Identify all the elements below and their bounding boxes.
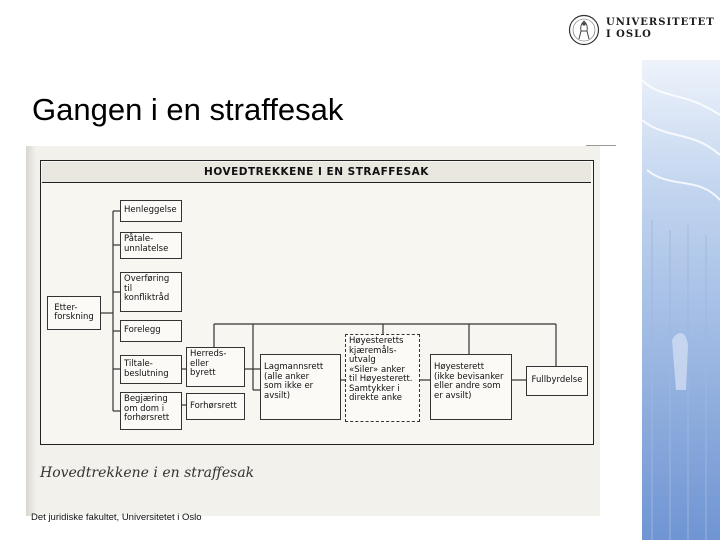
node-kjaeremal: Høyesteretts kjæremåls- utvalg «Siler» anker til Høyesterett. Samtykker i direkte anke (345, 334, 420, 422)
university-logo-text (606, 17, 715, 41)
footer-text: Det juridiske fakultet, Universitetet i Oslo (31, 512, 202, 523)
node-patale: Påtale- unnlatelse (120, 232, 182, 259)
university-seal-icon (568, 14, 600, 46)
node-henleggelse: Henleggelse (120, 200, 182, 222)
node-forhorsrett: Forhørsrett (186, 393, 245, 420)
node-hoyesterett: Høyesterett (ikke bevisanker eller andre som er avsilt) (430, 354, 512, 420)
logo-line2: I OSLO (606, 29, 652, 40)
page-title: Gangen i en straffesak (32, 92, 344, 127)
node-lagmannsrett: Lagmannsrett (alle anker som ikke er avsilt) (260, 354, 341, 420)
node-tiltale: Tiltale- beslutning (120, 355, 182, 384)
diagram-heading: HOVEDTREKKENE I EN STRAFFESAK (42, 162, 591, 183)
node-herreds: Herreds- eller byrett (186, 347, 245, 387)
node-fullbyrdelse: Fullbyrdelse (526, 366, 588, 396)
node-overforing: Overføring til konfliktråd (120, 272, 182, 312)
decorative-sidebar-image (642, 60, 720, 540)
scan-shadow (26, 146, 36, 516)
diagram-caption: Hovedtrekkene i en straffesak (40, 465, 255, 481)
node-etterforskning: Etter- forskning (47, 296, 101, 330)
logo-line1: UNIVERSITETET (606, 17, 715, 28)
node-forelegg: Forelegg (120, 320, 182, 342)
node-begjaering: Begjæring om dom i forhørsrett (120, 392, 182, 430)
